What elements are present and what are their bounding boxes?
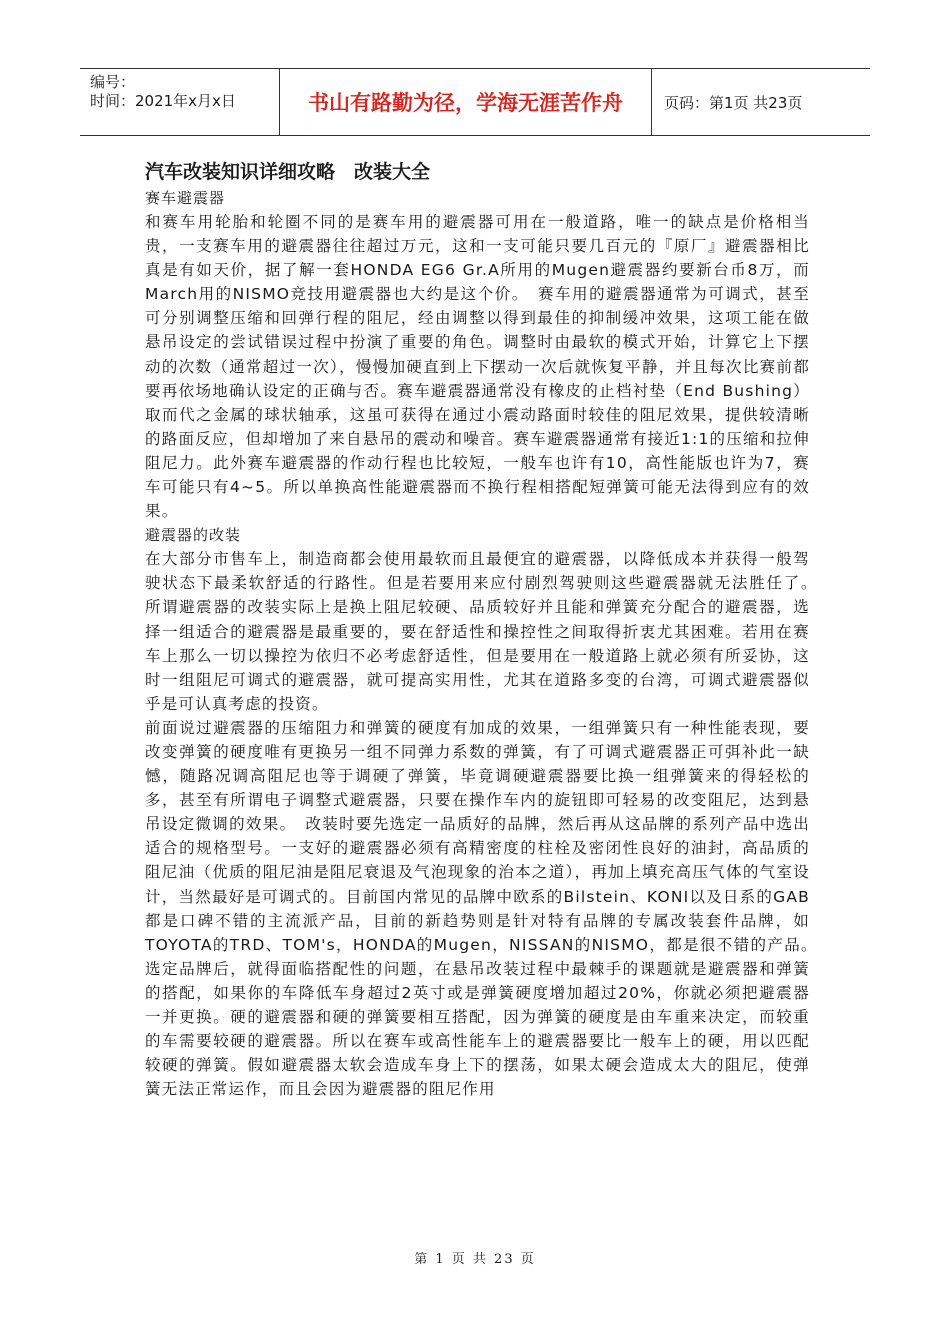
section-heading-race-shock: 赛车避震器: [145, 189, 226, 207]
header-page-info: 页码：第1页 共23页: [664, 93, 803, 112]
header-meta: [80, 69, 280, 135]
paragraph-shock-modification-1: 在大部分市售车上，制造商都会使用最软而且最便宜的避震器，以降低成本并获得一般驾驶状态下最柔软舒适的行路性。但是若要用来应付剧烈驾驶则这些避震器就无法胜任了。 所谓避震器的改装实际上是换上阻尼较硬、品质较好并且能和弹簧充分配合的避震器，选择一组适合的避震器是最重要的，要在舒适性和操控性之间取得折衷尤其困难。若用在赛车上那么一切以操控为依归不必考虑舒适性，但是要用在一般道路上就必须有所妥协，这时一组阻尼可调式的避震器，就可提高实用性，尤其在道路多变的台湾，可调式避震器似乎是可认真考虑的投资。: [145, 550, 827, 713]
document-body: [145, 158, 827, 1101]
time-label: 时间：2021年x月x日: [90, 92, 236, 110]
header-motto: 书山有路勤为径，学海无涯苦作舟: [280, 69, 652, 135]
paragraph-race-shock: 和赛车用轮胎和轮圈不同的是赛车用的避震器可用在一般道路，唯一的缺点是价格相当贵，一支赛车用的避震器往往超过万元，这和一支可能只要几百元的『原厂』避震器相比真是有如天价，据了解一套HONDA EG6 Gr.A所用的Mugen避震器约要新台币8万，而March用的NISMO竞技用避震器也大约是这个价。 赛车用的避震器通常为可调式，甚至可分别调整压缩和回弹行程的阻尼，经由调整以得到最佳的抑制缓冲效果，这项工能在做悬吊设定的尝试错误过程中扮演了重要的角色。调整时由最软的模式开始，计算它上下摆动的次数（通常超过一次），慢慢加硬直到上下摆动一次后就恢复平静，并且每次比赛前都要再依场地确认设定的正确与否。赛车避震器通常没有橡皮的止档衬垫（End Bushing）取而代之金属的球状轴承，这虽可获得在通过小震动路面时较佳的阻尼效果，提供较清晰的路面反应，但却增加了来自悬吊的震动和噪音。赛车避震器通常有接近1:1的压缩和拉伸阻尼力。此外赛车避震器的作动行程也比较短，一般车也许有10，高性能版也许为7，赛车可能只有4~5。所以单换高性能避震器而不换行程相搭配短弹簧可能无法得到应有的效果。: [145, 213, 810, 521]
document-title: 汽车改装知识详细攻略 改装大全: [145, 161, 431, 183]
number-label: 编号：: [90, 73, 136, 91]
page-footer: 第 1 页 共 23 页: [414, 1252, 536, 1267]
header-table: [80, 68, 870, 136]
section-heading-shock-modification: 避震器的改装: [145, 526, 242, 545]
paragraph-shock-modification-2: 前面说过避震器的压缩阻力和弹簧的硬度有加成的效果，一组弹簧只有一种性能表现，要改变弹簧的硬度唯有更换另一组不同弹力系数的弹簧，有了可调式避震器正可弭补此一缺憾，随路况调高阻尼也等于调硬了弹簧，毕竟调硬避震器要比换一组弹簧来的得轻松的多，甚至有所谓电子调整式避震器，只要在操作车内的旋钮即可轻易的改变阻尼，达到悬吊设定微调的效果。 改装时要先选定一品质好的品牌，然后再从这品牌的系列产品中选出适合的规格型号。一支好的避震器必须有高精密度的柱栓及密闭性良好的油封，高品质的阻尼油（优质的阻尼油是阻尼衰退及气泡现象的治本之道），再加上填充高压气体的气室设计，当然最好是可调式的。目前国内常见的品牌中欧系的Bilstein、KONI以及日系的GAB都是口碑不错的主流派产品，目前的新趋势则是针对特有品牌的专属改装套件品牌，如TOYOTA的TRD、TOM's，HONDA的Mugen，NISSAN的NISMO，都是很不错的产品。 选定品牌后，就得面临搭配性的问题，在悬吊改装过程中最棘手的课题就是避震器和弹簧的搭配，如果你的车降低车身超过2英寸或是弹簧硬度增加超过20%，你就必须把避震器一并更换。硬的避震器和硬的弹簧要相互搭配，因为弹簧的硬度是由车重来决定，而较重的车需要较硬的避震器。所以在赛车或高性能车上的避震器要比一般车上的硬，用以匹配较硬的弹簧。假如避震器太软会造成车身上下的摆荡，如果太硬会造成太大的阻尼，使弹簧无法正常运作，而且会因为避震器的阻尼作用: [145, 718, 827, 1099]
